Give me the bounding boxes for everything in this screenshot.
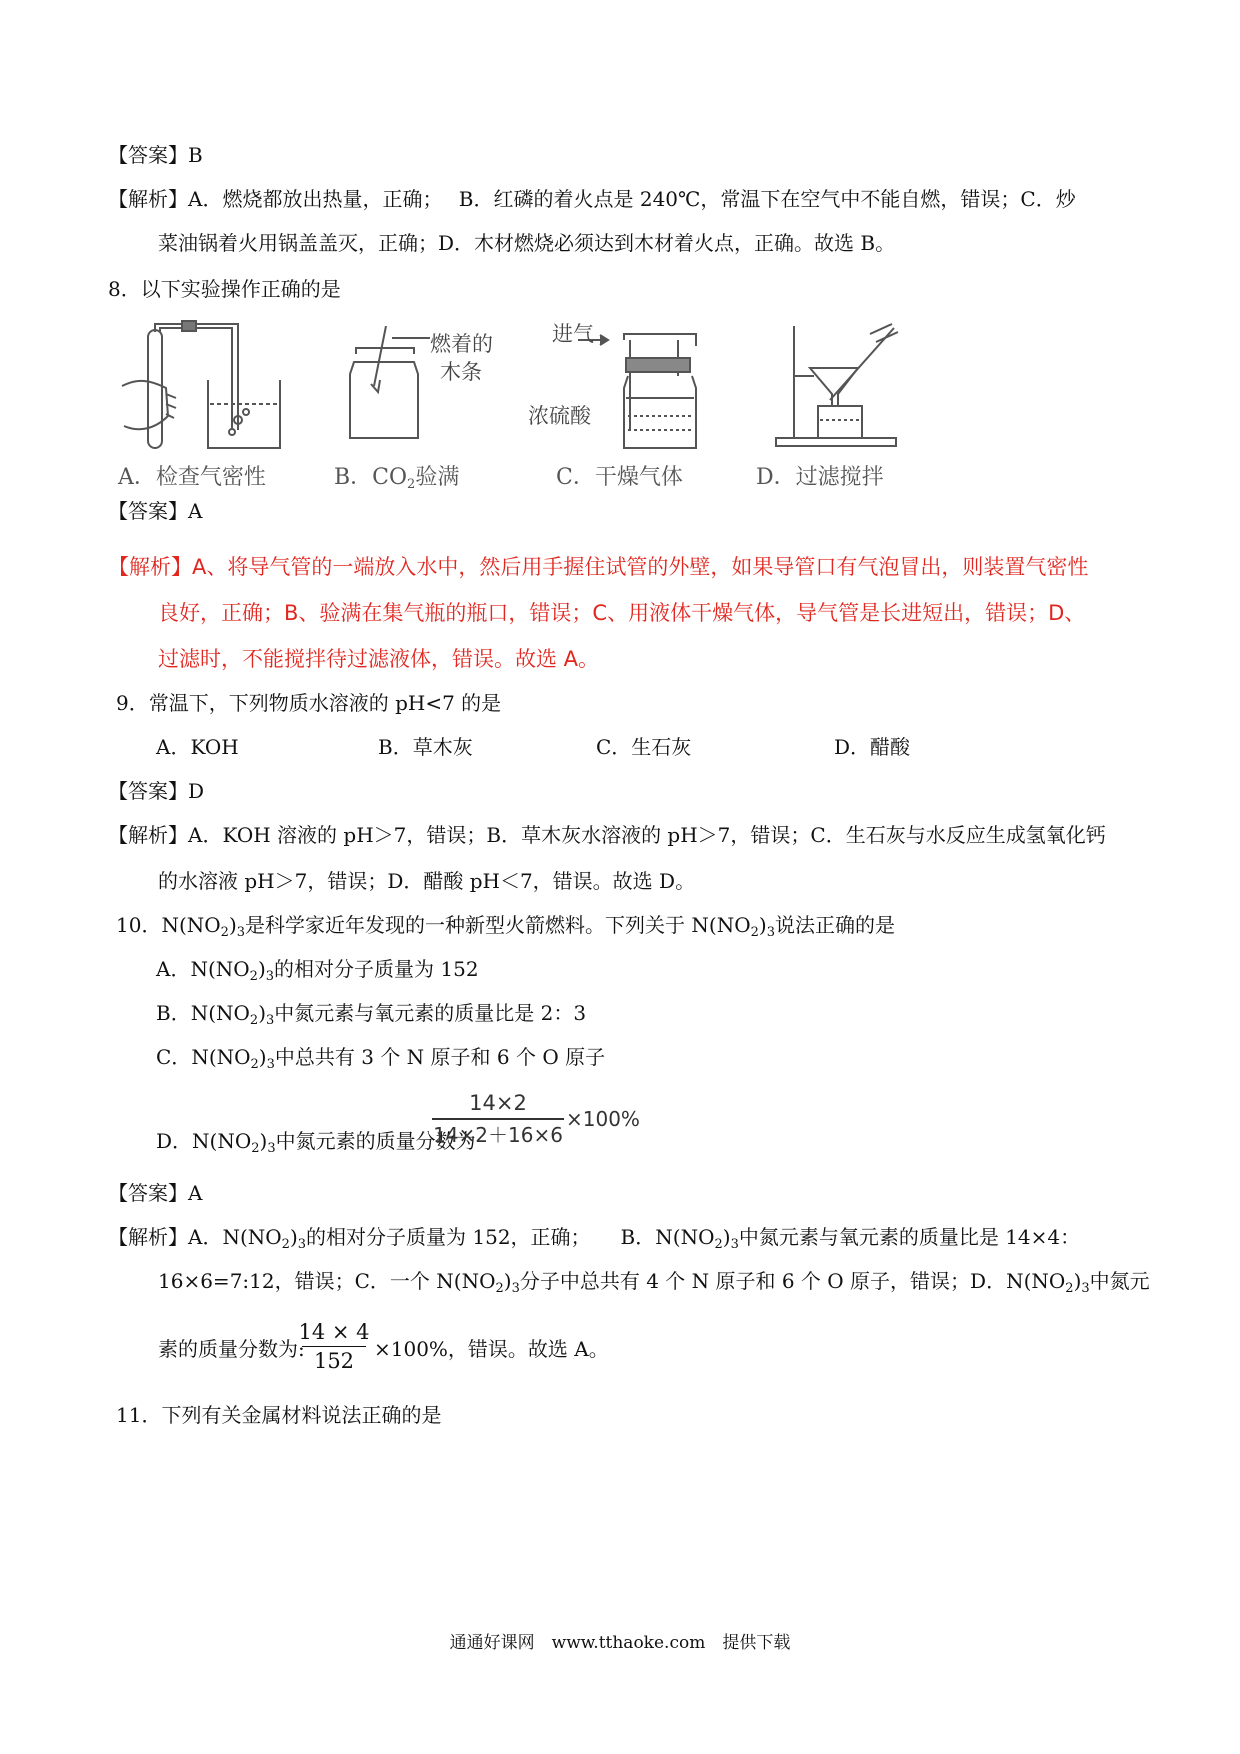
q10-d-percent: ×100%	[566, 1107, 640, 1131]
caption-a: A．检查气密性	[118, 465, 266, 490]
q10-option-d: D．$N(NO_2)_3$中氮元素的质量分数为	[156, 1129, 476, 1156]
label-c-acid: 浓硫酸	[528, 404, 591, 428]
q7-analysis-line-2: 菜油锅着火用锅盖盖灭，正确；D．木材燃烧必须达到木材着火点，正确。故选 B。	[158, 231, 896, 255]
q8-answer: 【答案】A	[108, 499, 203, 523]
q10-d-denominator: 14×2＋16×6	[433, 1123, 563, 1147]
q7-analysis-line-1: 【解析】A．燃烧都放出热量，正确； B．红磷的着火点是 240℃，常温下在空气中不能自燃，错误；C．炒	[108, 187, 1076, 211]
q10-analysis-fraction	[298, 1318, 370, 1375]
caption-d: D．过滤搅拌	[756, 465, 884, 490]
q8-stem: 8．以下实验操作正确的是	[108, 277, 341, 301]
q9-analysis-line-1: 【解析】A．KOH 溶液的 pH＞7，错误；B．草木灰水溶液的 pH＞7，错误；C．生石灰与水反应生成氢氧化钙	[108, 823, 1106, 847]
label-b-stick: 木条	[440, 360, 482, 384]
q10-option-c: C．$N(NO_2)_3$中总共有 3 个 N 原子和 6 个 O 原子	[156, 1045, 606, 1072]
q9-option-b: B．草木灰	[378, 735, 473, 759]
q9-option-d: D．醋酸	[834, 735, 911, 759]
q10-answer: 【答案】A	[108, 1181, 203, 1205]
q10-analysis-numerator: 14 × 4	[298, 1320, 370, 1344]
q10-d-numerator: 14×2	[469, 1091, 527, 1115]
q9-option-c: C．生石灰	[596, 735, 692, 759]
caption-c: C．干燥气体	[556, 465, 683, 490]
q10-option-a: A．$N(NO_2)_3$的相对分子质量为 152	[156, 957, 479, 984]
q9-analysis-line-2: 的水溶液 pH＞7，错误；D．醋酸 pH＜7，错误。故选 D。	[158, 869, 696, 893]
label-c-inlet: 进气	[552, 322, 594, 346]
q10-analysis-line-2: 16×6=7:12，错误；C．一个 $N(NO_2)_3$分子中总共有 4 个 N 原子和 6 个 O 原子，错误；D．$N(NO_2)_3$中氮元	[158, 1269, 1150, 1296]
q9-option-a: A．KOH	[156, 735, 239, 759]
q8-analysis-line-1: 【解析】A、将导气管的一端放入水中，然后用手握住试管的外壁，如果导管口有气泡冒出，则装置气密性	[108, 555, 1089, 579]
q10-analysis-denominator: 152	[313, 1349, 355, 1373]
q8-analysis-line-3: 过滤时，不能搅拌待过滤液体，错误。故选 A。	[158, 647, 600, 671]
caption-b: B．$CO_2$验满	[334, 465, 460, 492]
q7-answer: 【答案】B	[108, 143, 203, 167]
q10-analysis-line-3-label: 素的质量分数为:	[158, 1337, 305, 1361]
q10-analysis-line-1: 【解析】A．$N(NO_2)_3$的相对分子质量为 152，正确； B．$N(NO_2)_3$中氮元素与氧元素的质量比是 14×4：	[108, 1225, 1081, 1252]
figure-b-co2-test	[340, 326, 430, 446]
figure-d-filtration	[770, 320, 910, 450]
q10-stem: 10．$N(NO_2)_3$是科学家近年发现的一种新型火箭燃料。下列关于 $N(NO_2)_3$说法正确的是	[116, 913, 895, 940]
page-footer: 通通好课网 www.tthaoke.com 提供下载	[449, 1633, 791, 1653]
q8-analysis-line-2: 良好，正确；B、验满在集气瓶的瓶口，错误；C、用液体干燥气体，导气管是长进短出，错误；D、	[158, 601, 1086, 625]
label-b-burning: 燃着的	[430, 332, 493, 356]
q9-answer: 【答案】D	[108, 779, 205, 803]
figure-a-airtightness-check	[120, 320, 310, 460]
q10-option-b: B．$N(NO_2)_3$中氮元素与氧元素的质量比是 2：3	[156, 1001, 587, 1028]
q11-stem: 11．下列有关金属材料说法正确的是	[116, 1403, 442, 1427]
q10-analysis-line-3-tail: ×100%，错误。故选 A。	[374, 1337, 609, 1361]
q9-stem: 9．常温下，下列物质水溶液的 pH<7 的是	[116, 691, 502, 715]
q10-d-fraction	[432, 1090, 564, 1148]
